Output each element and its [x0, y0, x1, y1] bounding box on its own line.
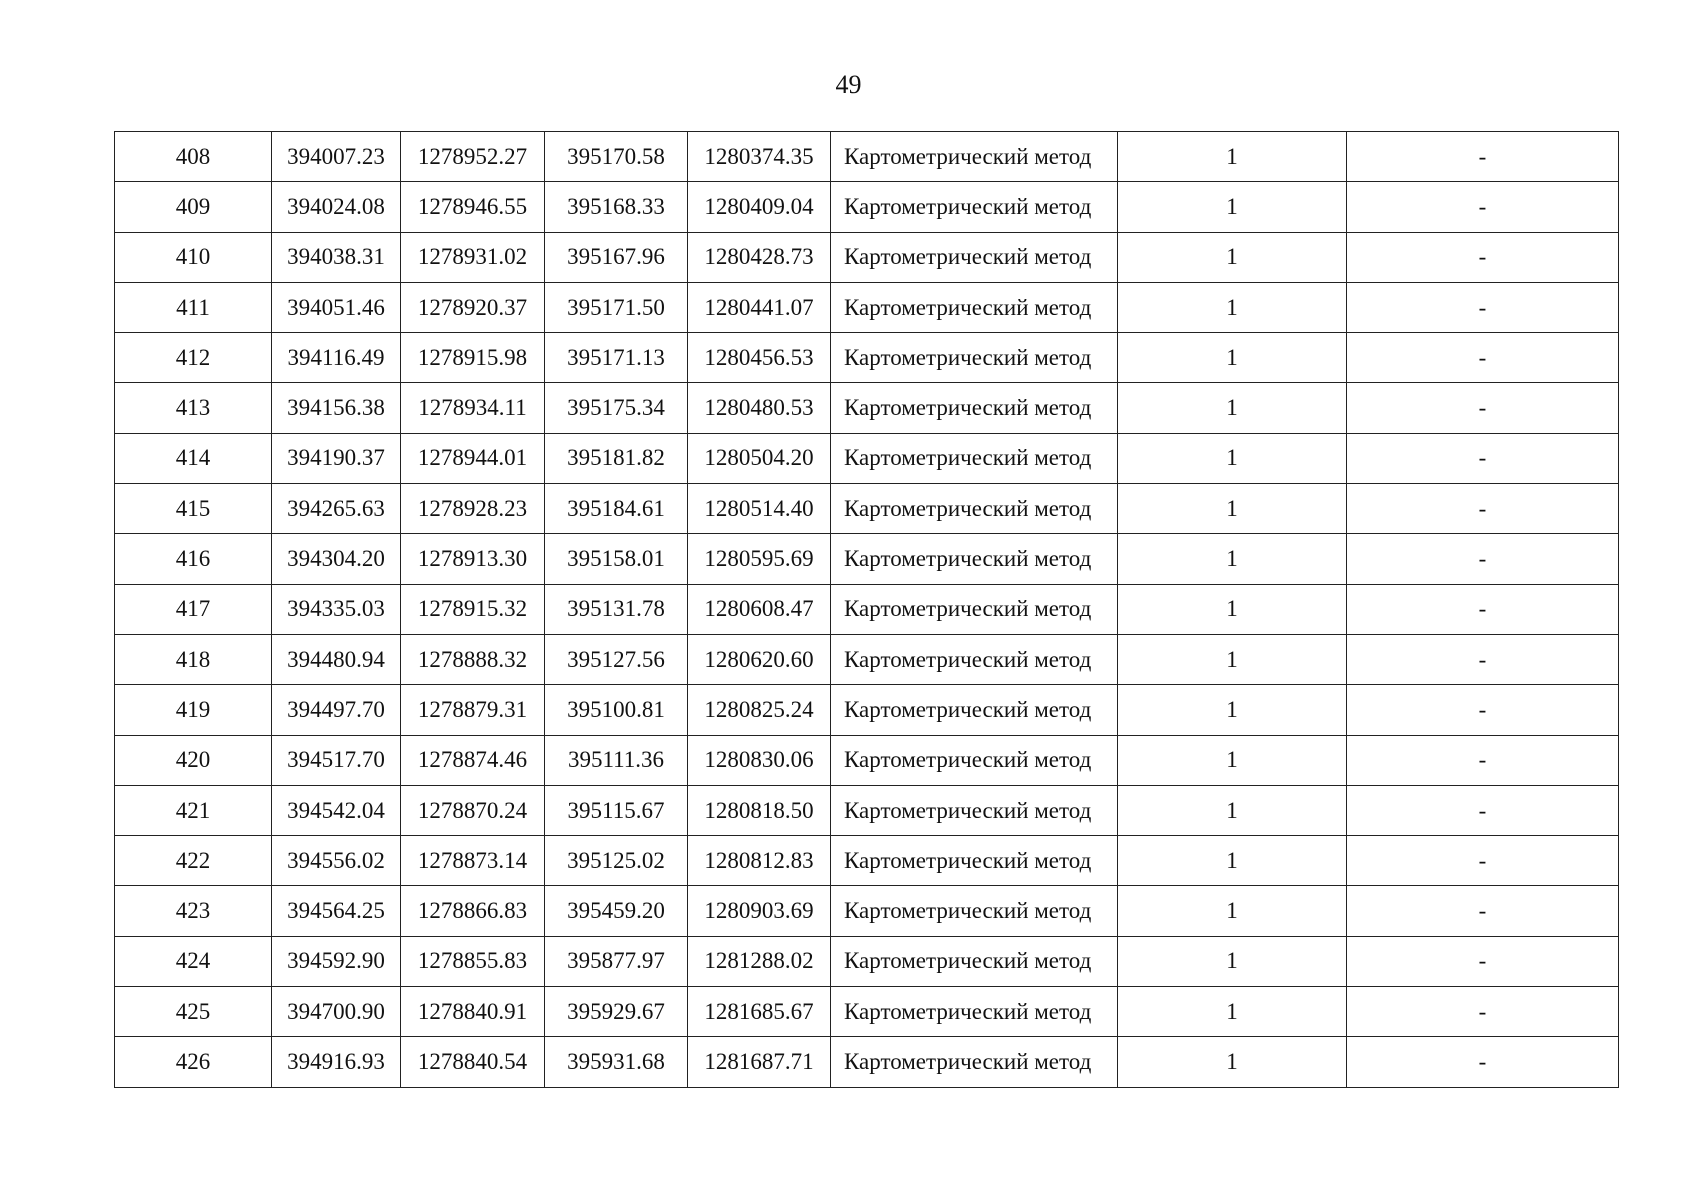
x-coordinate-existing-cell: 394304.20: [272, 534, 401, 584]
accuracy-cell: 1: [1118, 735, 1347, 785]
table-row: [115, 634, 1619, 684]
method-cell: Картометрический метод: [831, 987, 1118, 1037]
table-body: [115, 132, 1619, 1088]
table-row: [115, 132, 1619, 182]
accuracy-cell: 1: [1118, 484, 1347, 534]
table-row: [115, 685, 1619, 735]
y-coordinate-existing-cell: 1278944.01: [401, 433, 545, 483]
y-coordinate-new-cell: 1281685.67: [688, 987, 831, 1037]
method-cell: Картометрический метод: [831, 333, 1118, 383]
y-coordinate-existing-cell: 1278952.27: [401, 132, 545, 182]
table-row: [115, 987, 1619, 1037]
note-cell: -: [1347, 484, 1619, 534]
y-coordinate-new-cell: 1280608.47: [688, 584, 831, 634]
x-coordinate-new-cell: 395167.96: [545, 232, 688, 282]
y-coordinate-new-cell: 1281687.71: [688, 1037, 831, 1087]
note-cell: -: [1347, 182, 1619, 232]
point-number-cell: 422: [115, 836, 272, 886]
y-coordinate-existing-cell: 1278840.91: [401, 987, 545, 1037]
accuracy-cell: 1: [1118, 1037, 1347, 1087]
point-number-cell: 415: [115, 484, 272, 534]
x-coordinate-new-cell: 395115.67: [545, 785, 688, 835]
table-row: [115, 333, 1619, 383]
note-cell: -: [1347, 333, 1619, 383]
x-coordinate-existing-cell: 394564.25: [272, 886, 401, 936]
table-row: [115, 484, 1619, 534]
method-cell: Картометрический метод: [831, 1037, 1118, 1087]
point-number-cell: 411: [115, 282, 272, 332]
point-number-cell: 409: [115, 182, 272, 232]
method-cell: Картометрический метод: [831, 232, 1118, 282]
method-cell: Картометрический метод: [831, 886, 1118, 936]
note-cell: -: [1347, 383, 1619, 433]
method-cell: Картометрический метод: [831, 735, 1118, 785]
accuracy-cell: 1: [1118, 836, 1347, 886]
accuracy-cell: 1: [1118, 232, 1347, 282]
x-coordinate-new-cell: 395168.33: [545, 182, 688, 232]
accuracy-cell: 1: [1118, 785, 1347, 835]
y-coordinate-new-cell: 1280903.69: [688, 886, 831, 936]
x-coordinate-new-cell: 395125.02: [545, 836, 688, 886]
method-cell: Картометрический метод: [831, 182, 1118, 232]
y-coordinate-new-cell: 1280456.53: [688, 333, 831, 383]
note-cell: -: [1347, 282, 1619, 332]
table-row: [115, 1037, 1619, 1087]
x-coordinate-existing-cell: 394156.38: [272, 383, 401, 433]
note-cell: -: [1347, 836, 1619, 886]
y-coordinate-new-cell: 1280504.20: [688, 433, 831, 483]
point-number-cell: 417: [115, 584, 272, 634]
table-row: [115, 182, 1619, 232]
point-number-cell: 412: [115, 333, 272, 383]
point-number-cell: 420: [115, 735, 272, 785]
x-coordinate-new-cell: 395170.58: [545, 132, 688, 182]
y-coordinate-existing-cell: 1278840.54: [401, 1037, 545, 1087]
x-coordinate-existing-cell: 394916.93: [272, 1037, 401, 1087]
accuracy-cell: 1: [1118, 987, 1347, 1037]
point-number-cell: 423: [115, 886, 272, 936]
point-number-cell: 413: [115, 383, 272, 433]
x-coordinate-new-cell: 395158.01: [545, 534, 688, 584]
note-cell: -: [1347, 886, 1619, 936]
x-coordinate-existing-cell: 394265.63: [272, 484, 401, 534]
table-row: [115, 232, 1619, 282]
point-number-cell: 426: [115, 1037, 272, 1087]
method-cell: Картометрический метод: [831, 836, 1118, 886]
method-cell: Картометрический метод: [831, 685, 1118, 735]
accuracy-cell: 1: [1118, 282, 1347, 332]
x-coordinate-new-cell: 395127.56: [545, 634, 688, 684]
point-number-cell: 419: [115, 685, 272, 735]
y-coordinate-existing-cell: 1278874.46: [401, 735, 545, 785]
x-coordinate-existing-cell: 394556.02: [272, 836, 401, 886]
page-number: 49: [835, 70, 862, 99]
point-number-cell: 408: [115, 132, 272, 182]
table-row: [115, 534, 1619, 584]
accuracy-cell: 1: [1118, 634, 1347, 684]
x-coordinate-existing-cell: 394007.23: [272, 132, 401, 182]
note-cell: -: [1347, 785, 1619, 835]
x-coordinate-new-cell: 395459.20: [545, 886, 688, 936]
method-cell: Картометрический метод: [831, 534, 1118, 584]
x-coordinate-new-cell: 395181.82: [545, 433, 688, 483]
y-coordinate-new-cell: 1280830.06: [688, 735, 831, 785]
table-row: [115, 282, 1619, 332]
note-cell: -: [1347, 584, 1619, 634]
y-coordinate-new-cell: 1280514.40: [688, 484, 831, 534]
y-coordinate-new-cell: 1280818.50: [688, 785, 831, 835]
point-number-cell: 414: [115, 433, 272, 483]
y-coordinate-new-cell: 1280374.35: [688, 132, 831, 182]
y-coordinate-new-cell: 1280409.04: [688, 182, 831, 232]
y-coordinate-existing-cell: 1278946.55: [401, 182, 545, 232]
y-coordinate-new-cell: 1281288.02: [688, 936, 831, 986]
x-coordinate-existing-cell: 394190.37: [272, 433, 401, 483]
accuracy-cell: 1: [1118, 333, 1347, 383]
x-coordinate-existing-cell: 394024.08: [272, 182, 401, 232]
y-coordinate-existing-cell: 1278888.32: [401, 634, 545, 684]
method-cell: Картометрический метод: [831, 132, 1118, 182]
note-cell: -: [1347, 735, 1619, 785]
accuracy-cell: 1: [1118, 584, 1347, 634]
y-coordinate-new-cell: 1280595.69: [688, 534, 831, 584]
point-number-cell: 418: [115, 634, 272, 684]
x-coordinate-existing-cell: 394497.70: [272, 685, 401, 735]
note-cell: -: [1347, 685, 1619, 735]
x-coordinate-existing-cell: 394335.03: [272, 584, 401, 634]
y-coordinate-existing-cell: 1278915.32: [401, 584, 545, 634]
table-row: [115, 584, 1619, 634]
table-row: [115, 785, 1619, 835]
x-coordinate-new-cell: 395100.81: [545, 685, 688, 735]
accuracy-cell: 1: [1118, 182, 1347, 232]
y-coordinate-new-cell: 1280812.83: [688, 836, 831, 886]
y-coordinate-existing-cell: 1278870.24: [401, 785, 545, 835]
note-cell: -: [1347, 1037, 1619, 1087]
method-cell: Картометрический метод: [831, 936, 1118, 986]
y-coordinate-existing-cell: 1278928.23: [401, 484, 545, 534]
table-row: [115, 836, 1619, 886]
x-coordinate-existing-cell: 394480.94: [272, 634, 401, 684]
x-coordinate-existing-cell: 394038.31: [272, 232, 401, 282]
method-cell: Картометрический метод: [831, 785, 1118, 835]
table-row: [115, 936, 1619, 986]
table-row: [115, 886, 1619, 936]
x-coordinate-new-cell: 395877.97: [545, 936, 688, 986]
point-number-cell: 421: [115, 785, 272, 835]
coordinates-table: [114, 131, 1619, 1088]
point-number-cell: 416: [115, 534, 272, 584]
y-coordinate-existing-cell: 1278879.31: [401, 685, 545, 735]
accuracy-cell: 1: [1118, 534, 1347, 584]
note-cell: -: [1347, 936, 1619, 986]
x-coordinate-new-cell: 395929.67: [545, 987, 688, 1037]
table-row: [115, 433, 1619, 483]
x-coordinate-new-cell: 395184.61: [545, 484, 688, 534]
method-cell: Картометрический метод: [831, 433, 1118, 483]
x-coordinate-new-cell: 395171.50: [545, 282, 688, 332]
y-coordinate-existing-cell: 1278920.37: [401, 282, 545, 332]
method-cell: Картометрический метод: [831, 484, 1118, 534]
note-cell: -: [1347, 232, 1619, 282]
accuracy-cell: 1: [1118, 433, 1347, 483]
accuracy-cell: 1: [1118, 383, 1347, 433]
x-coordinate-existing-cell: 394517.70: [272, 735, 401, 785]
x-coordinate-new-cell: 395931.68: [545, 1037, 688, 1087]
note-cell: -: [1347, 634, 1619, 684]
y-coordinate-existing-cell: 1278866.83: [401, 886, 545, 936]
method-cell: Картометрический метод: [831, 383, 1118, 433]
y-coordinate-existing-cell: 1278915.98: [401, 333, 545, 383]
x-coordinate-existing-cell: 394592.90: [272, 936, 401, 986]
note-cell: -: [1347, 132, 1619, 182]
x-coordinate-existing-cell: 394700.90: [272, 987, 401, 1037]
note-cell: -: [1347, 433, 1619, 483]
x-coordinate-new-cell: 395111.36: [545, 735, 688, 785]
y-coordinate-existing-cell: 1278873.14: [401, 836, 545, 886]
accuracy-cell: 1: [1118, 936, 1347, 986]
y-coordinate-existing-cell: 1278934.11: [401, 383, 545, 433]
y-coordinate-new-cell: 1280480.53: [688, 383, 831, 433]
x-coordinate-new-cell: 395171.13: [545, 333, 688, 383]
accuracy-cell: 1: [1118, 685, 1347, 735]
y-coordinate-new-cell: 1280620.60: [688, 634, 831, 684]
x-coordinate-existing-cell: 394542.04: [272, 785, 401, 835]
method-cell: Картометрический метод: [831, 584, 1118, 634]
y-coordinate-existing-cell: 1278931.02: [401, 232, 545, 282]
x-coordinate-existing-cell: 394051.46: [272, 282, 401, 332]
y-coordinate-existing-cell: 1278913.30: [401, 534, 545, 584]
y-coordinate-new-cell: 1280441.07: [688, 282, 831, 332]
x-coordinate-new-cell: 395175.34: [545, 383, 688, 433]
point-number-cell: 425: [115, 987, 272, 1037]
note-cell: -: [1347, 987, 1619, 1037]
method-cell: Картометрический метод: [831, 634, 1118, 684]
method-cell: Картометрический метод: [831, 282, 1118, 332]
y-coordinate-existing-cell: 1278855.83: [401, 936, 545, 986]
note-cell: -: [1347, 534, 1619, 584]
point-number-cell: 410: [115, 232, 272, 282]
y-coordinate-new-cell: 1280428.73: [688, 232, 831, 282]
y-coordinate-new-cell: 1280825.24: [688, 685, 831, 735]
table-row: [115, 383, 1619, 433]
accuracy-cell: 1: [1118, 886, 1347, 936]
x-coordinate-existing-cell: 394116.49: [272, 333, 401, 383]
point-number-cell: 424: [115, 936, 272, 986]
x-coordinate-new-cell: 395131.78: [545, 584, 688, 634]
table-row: [115, 735, 1619, 785]
accuracy-cell: 1: [1118, 132, 1347, 182]
